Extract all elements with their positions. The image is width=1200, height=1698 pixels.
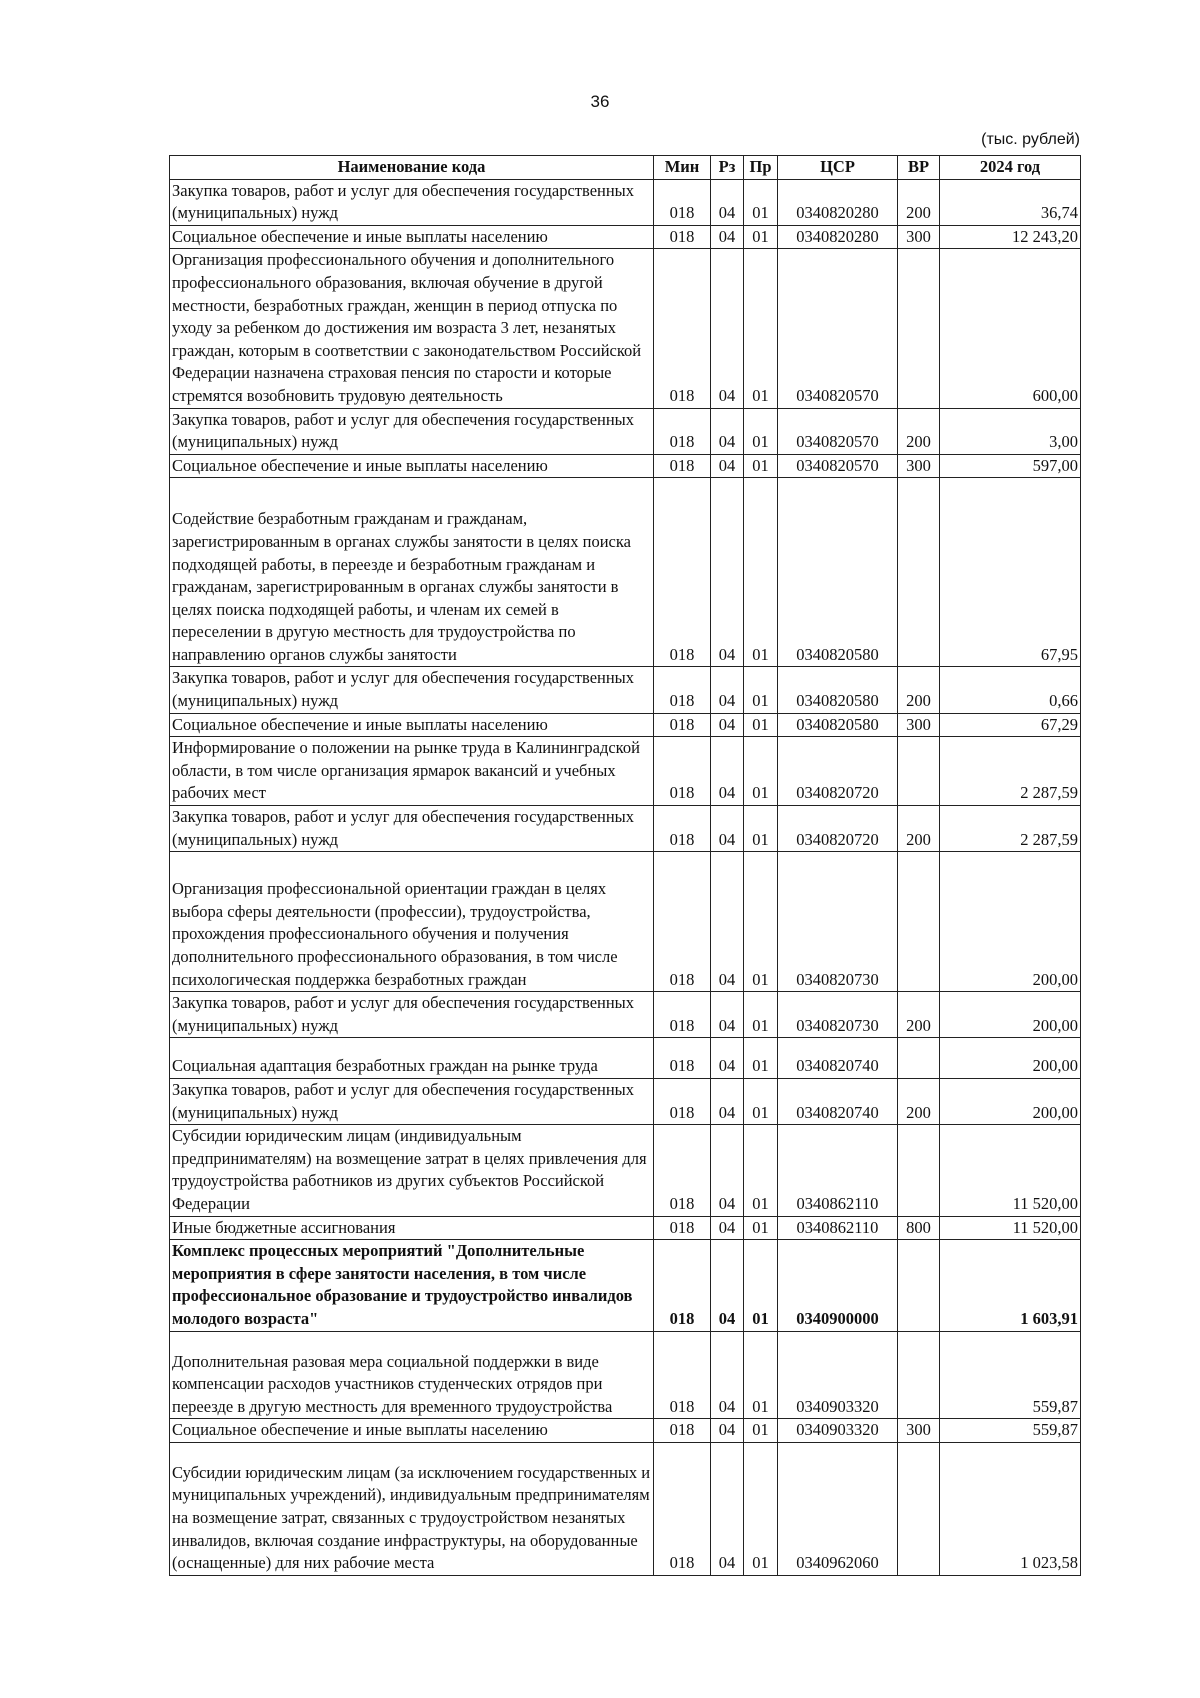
budget-table	[169, 155, 1081, 1576]
row-csr: 0340820280	[778, 225, 898, 249]
table-row	[170, 713, 1081, 737]
row-min: 018	[654, 713, 711, 737]
table-row	[170, 737, 1081, 806]
row-sum: 0,66	[940, 667, 1081, 713]
row-csr: 0340862110	[778, 1125, 898, 1216]
row-min: 018	[654, 225, 711, 249]
row-min: 018	[654, 992, 711, 1038]
row-min: 018	[654, 1078, 711, 1124]
table-row	[170, 408, 1081, 454]
table-row	[170, 1442, 1081, 1575]
units-label: (тыс. рублей)	[981, 131, 1080, 148]
row-min: 018	[654, 249, 711, 408]
row-sum: 200,00	[940, 1038, 1081, 1079]
row-pr: 01	[744, 667, 778, 713]
row-csr: 0340820580	[778, 667, 898, 713]
row-rz: 04	[711, 1125, 744, 1216]
row-name: Закупка товаров, работ и услуг для обеспечения государственных (муниципальных) нужд	[170, 992, 654, 1038]
row-rz: 04	[711, 667, 744, 713]
row-rz: 04	[711, 225, 744, 249]
row-csr: 0340820280	[778, 179, 898, 225]
row-rz: 04	[711, 852, 744, 992]
row-vr: 200	[898, 992, 940, 1038]
row-vr: 800	[898, 1216, 940, 1240]
row-rz: 04	[711, 806, 744, 852]
row-csr: 0340820740	[778, 1078, 898, 1124]
row-min: 018	[654, 454, 711, 478]
row-csr: 0340862110	[778, 1216, 898, 1240]
row-vr: 300	[898, 225, 940, 249]
row-csr: 0340820720	[778, 737, 898, 806]
table-row	[170, 852, 1081, 992]
row-sum: 67,95	[940, 478, 1081, 667]
row-vr	[898, 1125, 940, 1216]
row-pr: 01	[744, 408, 778, 454]
table-row	[170, 1038, 1081, 1079]
row-vr: 200	[898, 806, 940, 852]
table-row	[170, 179, 1081, 225]
row-name: Субсидии юридическим лицам (за исключением государственных и муниципальных учреждений), индивидуальным предпринимателям на возмещение затрат, связанных с трудоустройством незанятых инвалидов, включая создание инфраструктуры, на оборудованные (оснащенные) для них рабочие места	[170, 1442, 654, 1575]
row-csr: 0340900000	[778, 1240, 898, 1331]
row-pr: 01	[744, 992, 778, 1038]
row-min: 018	[654, 667, 711, 713]
row-min: 018	[654, 1331, 711, 1419]
row-csr: 0340903320	[778, 1331, 898, 1419]
header-year: 2024 год	[940, 156, 1081, 180]
row-name: Информирование о положении на рынке труда в Калининградской области, в том числе организация ярмарок вакансий и учебных рабочих мест	[170, 737, 654, 806]
row-rz: 04	[711, 1078, 744, 1124]
header-vr: ВР	[898, 156, 940, 180]
row-min: 018	[654, 1038, 711, 1079]
row-name: Закупка товаров, работ и услуг для обеспечения государственных (муниципальных) нужд	[170, 408, 654, 454]
row-sum: 600,00	[940, 249, 1081, 408]
table-row	[170, 478, 1081, 667]
row-min: 018	[654, 179, 711, 225]
table-row	[170, 225, 1081, 249]
row-pr: 01	[744, 713, 778, 737]
table-row	[170, 667, 1081, 713]
row-sum: 11 520,00	[940, 1216, 1081, 1240]
row-name: Организация профессионального обучения и дополнительного профессионального образования, включая обучение в другой местности, безработных граждан, женщин в период отпуска по уходу за ребенком до достижения им возраста 3 лет, незанятых граждан, которым в соответствии с законодательством Российской Федерации назначена страховая пенсия по старости и которые стремятся возобновить трудовую деятельность	[170, 249, 654, 408]
row-vr: 200	[898, 179, 940, 225]
row-sum: 559,87	[940, 1331, 1081, 1419]
row-rz: 04	[711, 1442, 744, 1575]
row-name: Социальное обеспечение и иные выплаты населению	[170, 454, 654, 478]
row-pr: 01	[744, 1331, 778, 1419]
row-vr	[898, 1038, 940, 1079]
row-csr: 0340820730	[778, 852, 898, 992]
row-sum: 3,00	[940, 408, 1081, 454]
row-rz: 04	[711, 1038, 744, 1079]
row-rz: 04	[711, 179, 744, 225]
row-pr: 01	[744, 249, 778, 408]
row-sum: 36,74	[940, 179, 1081, 225]
row-min: 018	[654, 408, 711, 454]
row-name: Закупка товаров, работ и услуг для обеспечения государственных (муниципальных) нужд	[170, 179, 654, 225]
row-sum: 67,29	[940, 713, 1081, 737]
table-row	[170, 1078, 1081, 1124]
row-rz: 04	[711, 454, 744, 478]
row-sum: 200,00	[940, 1078, 1081, 1124]
row-name: Иные бюджетные ассигнования	[170, 1216, 654, 1240]
row-pr: 01	[744, 1078, 778, 1124]
row-rz: 04	[711, 992, 744, 1038]
row-name: Содействие безработным гражданам и гражданам, зарегистрированным в органах службы занятости в целях поиска подходящей работы, в переезде и безработным гражданам и гражданам, зарегистрированным в органах службы занятости в целях поиска подходящей работы, и членам их семей в переселении в другую местность для трудоустройства по направлению органов службы занятости	[170, 478, 654, 667]
row-name: Социальное обеспечение и иные выплаты населению	[170, 1419, 654, 1443]
row-name: Социальное обеспечение и иные выплаты населению	[170, 225, 654, 249]
row-name: Организация профессиональной ориентации граждан в целях выбора сферы деятельности (профессии), трудоустройства, прохождения профессионального обучения и получения дополнительного профессионального образования, в том числе психологическая поддержка безработных граждан	[170, 852, 654, 992]
page-number: 36	[590, 92, 610, 111]
row-csr: 0340820730	[778, 992, 898, 1038]
row-min: 018	[654, 852, 711, 992]
row-min: 018	[654, 1419, 711, 1443]
row-sum: 559,87	[940, 1419, 1081, 1443]
row-rz: 04	[711, 1216, 744, 1240]
table-row	[170, 1331, 1081, 1419]
table-row	[170, 249, 1081, 408]
row-vr	[898, 1442, 940, 1575]
row-rz: 04	[711, 1240, 744, 1331]
row-csr: 0340903320	[778, 1419, 898, 1443]
row-pr: 01	[744, 478, 778, 667]
row-name: Субсидии юридическим лицам (индивидуальным предпринимателям) на возмещение затрат в целях привлечения для трудоустройства работников из других субъектов Российской Федерации	[170, 1125, 654, 1216]
row-csr: 0340820570	[778, 408, 898, 454]
row-name: Комплекс процессных мероприятий "Дополнительные мероприятия в сфере занятости населения, в том числе профессиональное образование и трудоустройство инвалидов молодого возраста"	[170, 1240, 654, 1331]
row-vr	[898, 852, 940, 992]
row-vr	[898, 1240, 940, 1331]
row-pr: 01	[744, 179, 778, 225]
table-row	[170, 1240, 1081, 1331]
row-name: Социальное обеспечение и иные выплаты населению	[170, 713, 654, 737]
row-vr: 300	[898, 713, 940, 737]
row-pr: 01	[744, 1125, 778, 1216]
row-vr: 300	[898, 454, 940, 478]
header-name: Наименование кода	[170, 156, 654, 180]
row-vr	[898, 478, 940, 667]
header-pr: Пр	[744, 156, 778, 180]
row-min: 018	[654, 1216, 711, 1240]
table-row	[170, 1125, 1081, 1216]
row-sum: 1 603,91	[940, 1240, 1081, 1331]
header-min: Мин	[654, 156, 711, 180]
row-csr: 0340820740	[778, 1038, 898, 1079]
row-pr: 01	[744, 1216, 778, 1240]
row-name: Дополнительная разовая мера социальной поддержки в виде компенсации расходов участников студенческих отрядов при переезде в другую местность для временного трудоустройства	[170, 1331, 654, 1419]
row-min: 018	[654, 1125, 711, 1216]
row-sum: 200,00	[940, 852, 1081, 992]
row-csr: 0340820570	[778, 249, 898, 408]
header-rz: Рз	[711, 156, 744, 180]
row-rz: 04	[711, 408, 744, 454]
row-csr: 0340820580	[778, 713, 898, 737]
row-vr: 300	[898, 1419, 940, 1443]
header-csr: ЦСР	[778, 156, 898, 180]
row-min: 018	[654, 1442, 711, 1575]
row-sum: 597,00	[940, 454, 1081, 478]
row-rz: 04	[711, 1331, 744, 1419]
row-csr: 0340962060	[778, 1442, 898, 1575]
row-min: 018	[654, 737, 711, 806]
row-pr: 01	[744, 1240, 778, 1331]
row-rz: 04	[711, 1419, 744, 1443]
row-sum: 1 023,58	[940, 1442, 1081, 1575]
row-rz: 04	[711, 249, 744, 408]
row-name: Социальная адаптация безработных граждан на рынке труда	[170, 1038, 654, 1079]
row-vr	[898, 737, 940, 806]
row-pr: 01	[744, 1038, 778, 1079]
row-rz: 04	[711, 713, 744, 737]
row-name: Закупка товаров, работ и услуг для обеспечения государственных (муниципальных) нужд	[170, 1078, 654, 1124]
table-row	[170, 1216, 1081, 1240]
table-row	[170, 454, 1081, 478]
header-row	[170, 156, 1081, 180]
table-row	[170, 992, 1081, 1038]
row-pr: 01	[744, 225, 778, 249]
row-name: Закупка товаров, работ и услуг для обеспечения государственных (муниципальных) нужд	[170, 667, 654, 713]
table-row	[170, 806, 1081, 852]
row-min: 018	[654, 806, 711, 852]
row-csr: 0340820570	[778, 454, 898, 478]
row-pr: 01	[744, 454, 778, 478]
row-vr	[898, 1331, 940, 1419]
row-pr: 01	[744, 806, 778, 852]
row-csr: 0340820580	[778, 478, 898, 667]
row-pr: 01	[744, 1419, 778, 1443]
row-pr: 01	[744, 852, 778, 992]
table-row	[170, 1419, 1081, 1443]
row-sum: 12 243,20	[940, 225, 1081, 249]
row-vr: 200	[898, 1078, 940, 1124]
row-sum: 200,00	[940, 992, 1081, 1038]
row-name: Закупка товаров, работ и услуг для обеспечения государственных (муниципальных) нужд	[170, 806, 654, 852]
row-rz: 04	[711, 478, 744, 667]
row-min: 018	[654, 1240, 711, 1331]
row-pr: 01	[744, 737, 778, 806]
row-sum: 2 287,59	[940, 737, 1081, 806]
row-vr: 200	[898, 667, 940, 713]
row-csr: 0340820720	[778, 806, 898, 852]
row-rz: 04	[711, 737, 744, 806]
row-vr: 200	[898, 408, 940, 454]
row-sum: 11 520,00	[940, 1125, 1081, 1216]
row-min: 018	[654, 478, 711, 667]
row-pr: 01	[744, 1442, 778, 1575]
row-sum: 2 287,59	[940, 806, 1081, 852]
row-vr	[898, 249, 940, 408]
